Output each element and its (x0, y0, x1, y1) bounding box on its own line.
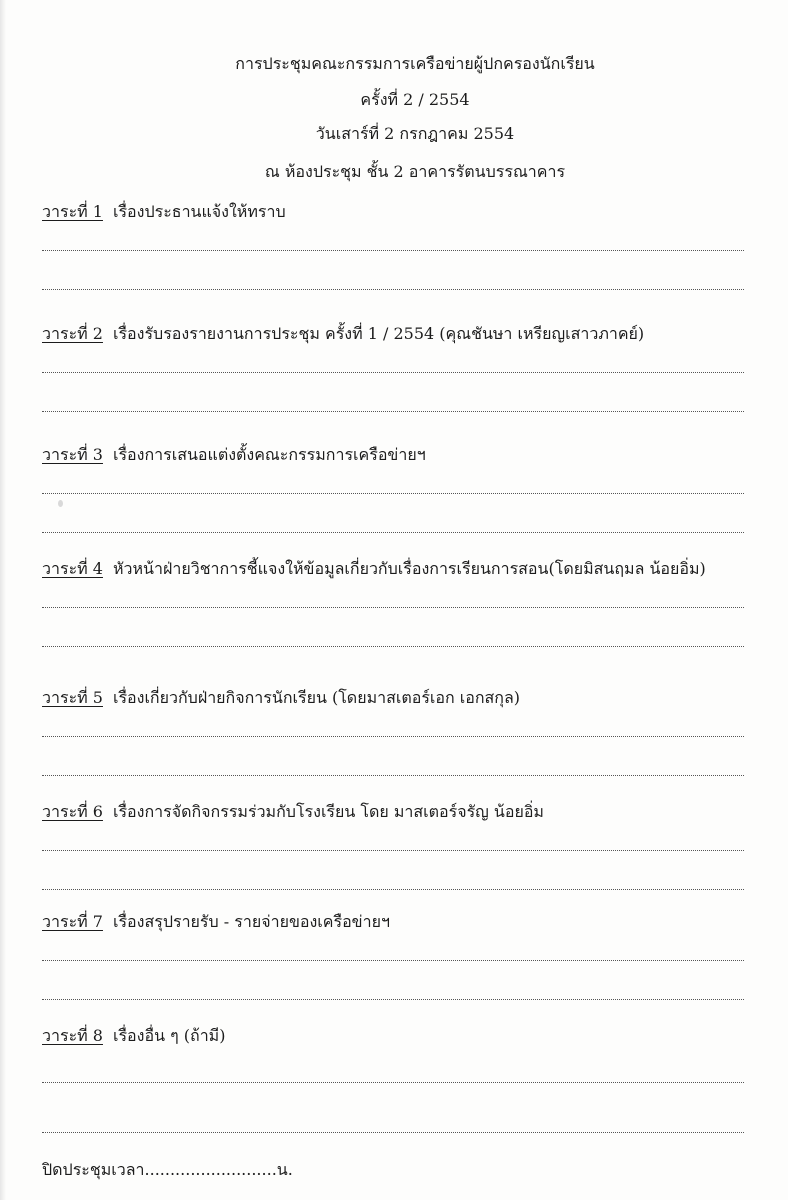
dotted-fill-line (42, 1082, 744, 1083)
agenda-text: เรื่องการจัดกิจกรรมร่วมกับโรงเรียน โดย มาสเตอร์จรัญ น้อยอิ่ม (112, 802, 544, 821)
agenda-text: เรื่องเกี่ยวกับฝ่ายกิจการนักเรียน (โดยมาสเตอร์เอก เอกสกุล) (112, 688, 521, 707)
meeting-date: วันเสาร์ที่ 2 กรกฎาคม 2554 (315, 124, 515, 143)
dotted-fill-line (42, 646, 744, 647)
dotted-fill-line (42, 372, 744, 373)
agenda-item-8 (42, 1024, 770, 1049)
agenda-item-6 (42, 800, 770, 825)
paper-speck (58, 500, 63, 507)
dotted-fill-line (42, 411, 744, 412)
agenda-label: วาระที่ 7 (42, 912, 103, 931)
closing-line: ปิดประชุมเวลา..........................น. (42, 1160, 293, 1179)
agenda-label: วาระที่ 4 (42, 559, 103, 578)
dotted-fill-line (42, 960, 744, 961)
meeting-title: การประชุมคณะกรรมการเครือข่ายผู้ปกครองนักเรียน (235, 54, 595, 73)
dotted-fill-line (42, 1132, 744, 1133)
dotted-fill-line (42, 607, 744, 608)
dotted-fill-line (42, 736, 744, 737)
dotted-fill-line (42, 250, 744, 251)
dotted-fill-line (42, 889, 744, 890)
agenda-item-1 (42, 200, 770, 225)
dotted-fill-line (42, 850, 744, 851)
agenda-label: วาระที่ 1 (42, 202, 103, 221)
dotted-fill-line (42, 999, 744, 1000)
agenda-text: เรื่องรับรองรายงานการประชุม ครั้งที่ 1 / 2554 (คุณชันษา เหรียญเสาวภาคย์) (112, 324, 645, 343)
agenda-label: วาระที่ 8 (42, 1026, 103, 1045)
agenda-item-3 (42, 443, 770, 468)
agenda-text: เรื่องสรุปรายรับ - รายจ่ายของเครือข่ายฯ (112, 912, 390, 931)
agenda-item-2 (42, 322, 770, 347)
meeting-venue: ณ ห้องประชุม ชั้น 2 อาคารรัตนบรรณาคาร (264, 162, 566, 181)
dotted-fill-line (42, 775, 744, 776)
meeting-session: ครั้งที่ 2 / 2554 (360, 90, 470, 109)
agenda-label: วาระที่ 6 (42, 802, 103, 821)
agenda-label: วาระที่ 5 (42, 688, 103, 707)
agenda-text: หัวหน้าฝ่ายวิชาการชี้แจงให้ข้อมูลเกี่ยวกับเรื่องการเรียนการสอน(โดยมิสนฤมล น้อยอิ่ม) (112, 559, 706, 578)
agenda-item-5 (42, 686, 770, 711)
agenda-text: เรื่องอื่น ๆ (ถ้ามี) (112, 1026, 226, 1045)
agenda-text: เรื่องประธานแจ้งให้ทราบ (112, 202, 286, 221)
agenda-item-4 (42, 557, 770, 582)
dotted-fill-line (42, 289, 744, 290)
agenda-label: วาระที่ 2 (42, 324, 103, 343)
agenda-label: วาระที่ 3 (42, 445, 103, 464)
agenda-text: เรื่องการเสนอแต่งตั้งคณะกรรมการเครือข่ายฯ (112, 445, 426, 464)
dotted-fill-line (42, 493, 744, 494)
dotted-fill-line (42, 532, 744, 533)
agenda-item-7 (42, 910, 770, 935)
